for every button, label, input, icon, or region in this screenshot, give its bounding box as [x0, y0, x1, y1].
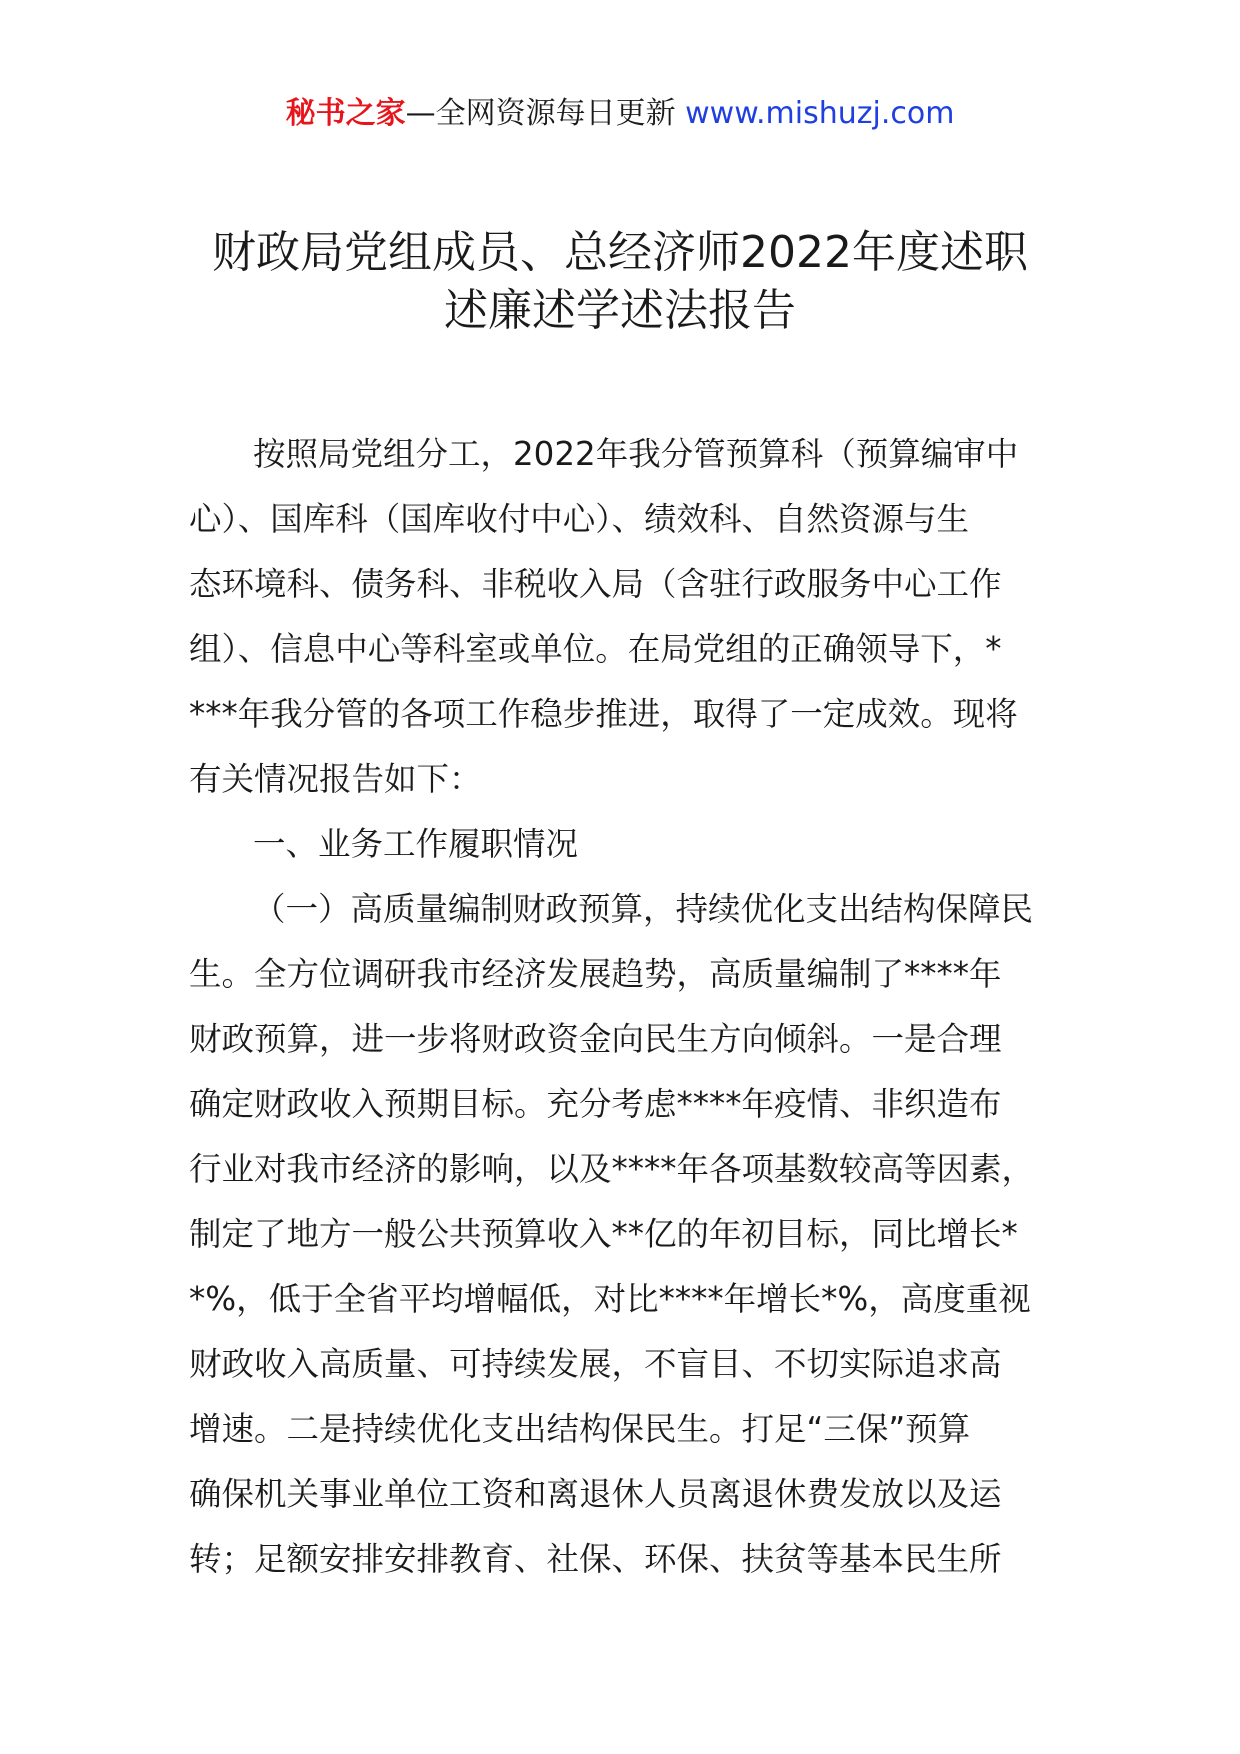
- title-line-2: 述廉述学述法报告: [444, 285, 796, 336]
- site-brand: 秘书之家: [285, 96, 406, 131]
- site-tagline: —全网资源每日更新: [405, 96, 676, 131]
- body-line: 制定了地方一般公共预算收入**亿的年初目标，同比增长*: [189, 1215, 1018, 1253]
- body-line: 有关情况报告如下：: [189, 760, 482, 798]
- body-line: 生。全方位调研我市经济发展趋势，高质量编制了****年: [189, 955, 1002, 993]
- body-line: 确定财政收入预期目标。充分考虑****年疫情、非织造布: [189, 1085, 1002, 1123]
- body-line: 组）、信息中心等科室或单位。在局党组的正确领导下，*: [189, 630, 1002, 668]
- section-heading: 一、业务工作履职情况: [253, 825, 579, 863]
- body-line: 心）、国库科（国库收付中心）、绩效科、自然资源与生: [189, 500, 970, 538]
- site-header: [0, 94, 1240, 134]
- title-line-1: 财政局党组成员、总经济师2022年度述职: [212, 227, 1028, 278]
- body-line: 财政预算，进一步将财政资金向民生方向倾斜。一是合理: [189, 1020, 1002, 1058]
- document-title: [120, 224, 1120, 340]
- body-line: *%，低于全省平均增幅低，对比****年增长*%，高度重视: [189, 1280, 1031, 1318]
- body-line: 按照局党组分工，2022年我分管预算科（预算编审中: [253, 435, 1019, 473]
- subsection-heading: （一）高质量编制财政预算，持续优化支出结构保障民: [253, 890, 1034, 928]
- document-body: [189, 422, 1079, 1592]
- body-line: 态环境科、债务科、非税收入局（含驻行政服务中心工作: [189, 565, 1002, 603]
- site-url-link[interactable]: www.mishuzj.com: [685, 96, 955, 131]
- body-line: 增速。二是持续优化支出结构保民生。打足“三保”预算: [189, 1410, 971, 1448]
- body-line: 转；足额安排安排教育、社保、环保、扶贫等基本民生所: [189, 1540, 1002, 1578]
- body-line: 行业对我市经济的影响，以及****年各项基数较高等因素，: [189, 1150, 1035, 1188]
- body-line: ***年我分管的各项工作稳步推进，取得了一定成效。现将: [189, 695, 1018, 733]
- body-line: 财政收入高质量、可持续发展，不盲目、不切实际追求高: [189, 1345, 1002, 1383]
- body-line: 确保机关事业单位工资和离退休人员离退休费发放以及运: [189, 1475, 1002, 1513]
